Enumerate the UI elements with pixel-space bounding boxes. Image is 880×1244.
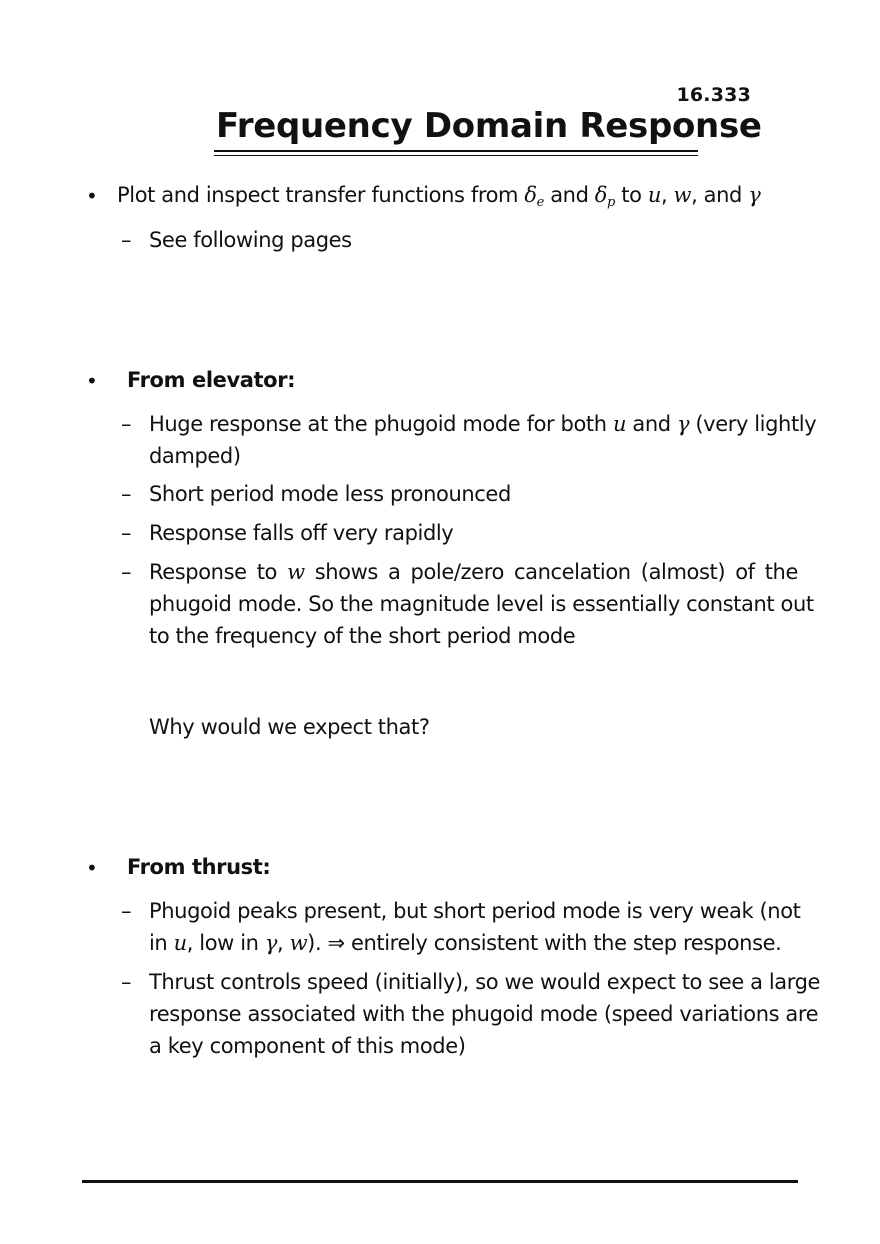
text: Huge response at the phugoid mode for both <box>149 412 613 436</box>
intro-and-2: , and <box>691 183 749 207</box>
intro-bullet <box>117 183 760 210</box>
intro-and: and <box>543 183 595 207</box>
thrust-item-1: Phugoid peaks present, but short period mode is very weak (not <box>149 899 801 923</box>
text: ). ⇒ entirely consistent with the step response. <box>307 931 782 955</box>
math-w: w <box>673 183 692 207</box>
title-rule-thick <box>214 150 698 152</box>
math-u: u <box>173 931 187 955</box>
elevator-item-1 <box>149 412 816 436</box>
elevator-item-4 <box>149 560 798 584</box>
elevator-item-4-cont: to the frequency of the short period mode <box>149 624 576 648</box>
thrust-heading: From thrust: <box>127 855 271 879</box>
math-gamma: γ <box>676 412 690 436</box>
elevator-item-4-cont: phugoid mode. So the magnitude level is essentially constant out <box>149 592 814 616</box>
math-delta: δ <box>524 183 537 207</box>
math-gamma: γ <box>748 183 761 207</box>
bullet-icon: • <box>86 184 98 208</box>
math-sub-p: p <box>607 195 615 210</box>
math-u: u <box>647 183 661 207</box>
text: (very lightly <box>689 412 817 436</box>
text: Response to <box>149 560 288 584</box>
text: , <box>277 931 290 955</box>
thrust-item-2: Thrust controls speed (initially), so we would expect to see a large <box>149 970 821 994</box>
elevator-item-2: Short period mode less pronounced <box>149 482 511 506</box>
math-w: w <box>287 560 305 584</box>
thrust-item-2-cont: a key component of this mode) <box>149 1034 466 1058</box>
math-delta: δ <box>594 183 608 207</box>
intro-sub-item: See following pages <box>149 228 352 252</box>
dash-icon: – <box>121 412 132 436</box>
title-rule-thin <box>214 155 698 156</box>
dash-icon: – <box>121 899 132 923</box>
footer-rule <box>82 1180 798 1183</box>
math-sub-e: e <box>536 195 544 210</box>
dash-icon: – <box>121 521 132 545</box>
dash-icon: – <box>121 970 132 994</box>
dash-icon: – <box>121 228 132 252</box>
text: shows a pole/zero cancelation (almost) of the <box>304 560 798 584</box>
bullet-icon: • <box>86 856 98 880</box>
elevator-question: Why would we expect that? <box>149 715 430 739</box>
intro-comma: , <box>660 183 674 207</box>
elevator-heading: From elevator: <box>127 368 296 392</box>
math-w: w <box>289 931 308 955</box>
dash-icon: – <box>121 560 132 584</box>
course-number: 16.333 <box>676 84 751 106</box>
thrust-item-2-cont: response associated with the phugoid mode (speed variations are <box>149 1002 819 1026</box>
elevator-item-3: Response falls off very rapidly <box>149 521 454 545</box>
bullet-icon: • <box>86 369 98 393</box>
intro-text: Plot and inspect transfer functions from <box>117 183 525 207</box>
intro-to: to <box>614 183 648 207</box>
dash-icon: – <box>121 482 132 506</box>
math-u: u <box>612 412 627 436</box>
elevator-item-1-cont: damped) <box>149 444 241 468</box>
thrust-item-1-cont <box>149 931 781 955</box>
text: , low in <box>186 931 265 955</box>
text: and <box>626 412 677 436</box>
text: in <box>149 931 174 955</box>
math-gamma: γ <box>264 931 278 955</box>
page-title: Frequency Domain Response <box>216 106 762 146</box>
